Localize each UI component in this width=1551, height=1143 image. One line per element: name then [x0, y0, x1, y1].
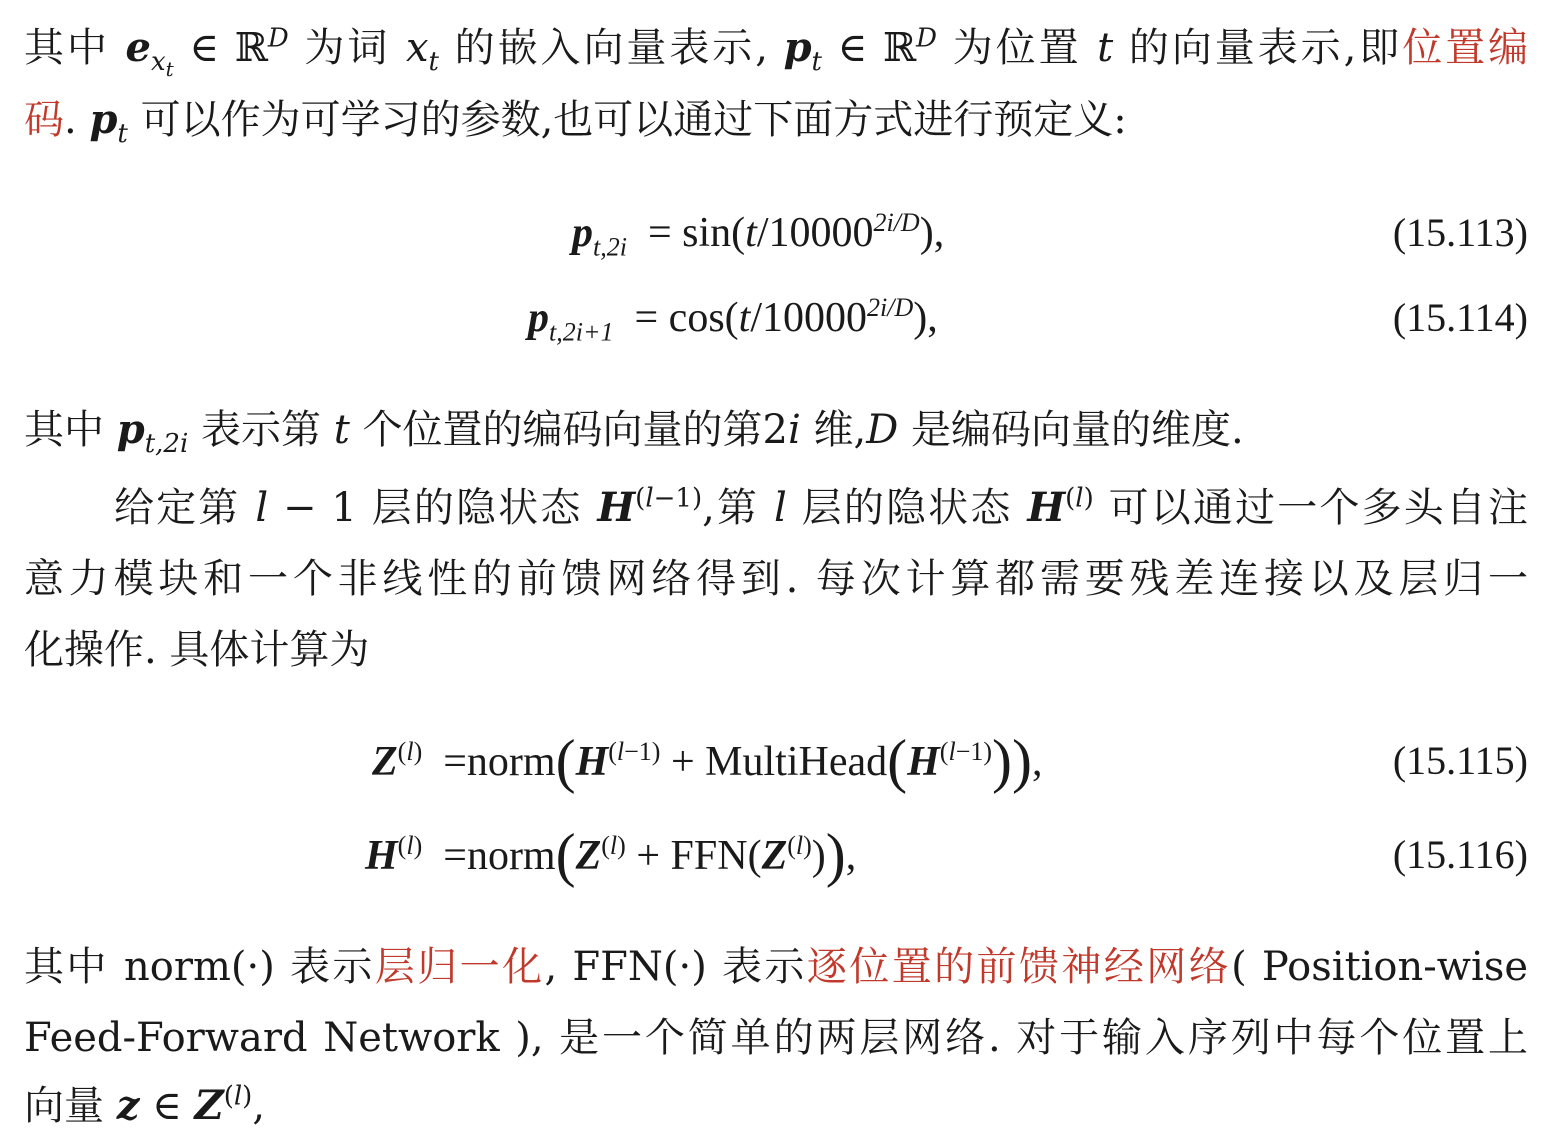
math-pt2i: $p_{t,2i}$ — [116, 406, 189, 459]
math-xt: $x_t$ — [405, 25, 439, 77]
text-segment: 其中 — [24, 25, 110, 71]
math-D: D — [866, 407, 899, 453]
math-pt: $p_t$ ∈ ℝ$^D$ — [783, 23, 938, 77]
text-segment: ,第 — [702, 485, 760, 531]
math-l: l — [774, 485, 787, 531]
math-H-l: $H^{(l)}$ — [1027, 483, 1094, 531]
multihead-function: MultiHead — [705, 739, 888, 785]
math-pt: $p_t$ — [89, 96, 128, 149]
text-segment: Feed-Forward Network ), 是一个简单的两层网络. 对于输入序列中每个位置上 — [24, 1015, 1528, 1061]
equation-number: (15.114) — [1392, 295, 1528, 340]
para2-line1 — [24, 402, 1528, 458]
equation-number: (15.115) — [1392, 738, 1528, 783]
text-segment: 可以作为可学习的参数,也可以通过下面方式进行预定义: — [140, 97, 1127, 143]
text-segment: 其中 norm(·) 表示 — [24, 944, 375, 990]
equation-15-114: $p_{t,2i+1} = \cos(t/10000^{2i/D})$, — [528, 293, 938, 347]
text-segment: 可以通过一个多头自注 — [1108, 485, 1529, 531]
text-segment: 给定第 — [114, 485, 241, 531]
term-position-wise-ffn: 逐位置的前馈神经网络 — [806, 944, 1232, 990]
math-l-minus-1: l − 1 — [255, 485, 357, 531]
text-segment: 维, — [813, 407, 867, 453]
text-segment: 意力模块和一个非线性的前馈网络得到. 每次计算都需要残差连接以及层归一 — [24, 556, 1528, 602]
text-segment: 的向量表示,即 — [1128, 25, 1403, 71]
text-segment: . — [64, 97, 77, 143]
text-segment: 的嵌入向量表示, — [454, 25, 768, 71]
norm-function: norm — [466, 833, 556, 879]
text-segment: 是编码向量的维度. — [910, 407, 1244, 453]
equation-15-115: $Z^{(l)}$ $=norm(H^{(l-1)}$ + $MultiHead(H^{(l-1)})$), — [372, 728, 1043, 794]
para4-line3 — [24, 1078, 1528, 1134]
term-positional-encoding: 位置编 — [1402, 25, 1529, 71]
math-e-xt: $e_{x_t}$ ∈ ℝ$^D$ — [125, 23, 289, 82]
math-2i: 2i — [762, 407, 801, 453]
text-segment: 为词 — [304, 25, 391, 71]
term-positional-encoding-cont: 码 — [24, 97, 64, 143]
text-segment: 层的隐状态 — [371, 485, 583, 531]
math-t: t — [333, 407, 350, 453]
text-segment: 其中 — [24, 407, 104, 453]
para4-line2 — [24, 1010, 1528, 1066]
para3-line1 — [114, 480, 1528, 536]
equation-number: (15.113) — [1392, 210, 1528, 255]
text-segment: 表示第 — [200, 407, 321, 453]
text-segment: , FFN(·) 表示 — [544, 944, 807, 990]
text-segment: ( Position-wise — [1231, 944, 1529, 990]
para1-line1 — [24, 20, 1529, 82]
para4-line1 — [24, 939, 1528, 995]
para1-line2 — [24, 92, 1528, 148]
math-H-l-1: $H^{(l-1)}$ — [597, 483, 703, 531]
para3-line3 — [24, 622, 1528, 678]
text-segment: 层的隐状态 — [801, 485, 1013, 531]
norm-function: norm — [466, 739, 556, 785]
para3-line2 — [24, 551, 1528, 607]
text-segment: 化操作. 具体计算为 — [24, 627, 370, 673]
text-segment: 个位置的编码向量的第 — [362, 407, 763, 453]
equation-15-116: $H^{(l)}$ $=norm(Z^{(l)} + FFN(Z^{(l)}))$, — [365, 822, 857, 888]
math-z-in-Z: z ∈ $Z^{(l)}$, — [116, 1081, 266, 1129]
math-t: t — [1097, 25, 1114, 71]
text-segment: 向量 — [24, 1083, 104, 1129]
text-segment: 为位置 — [952, 25, 1082, 71]
ffn-function: FFN — [670, 833, 748, 879]
equation-15-113: $p_{t,2i} = \sin(t/10000^{2i/D})$, — [572, 208, 945, 262]
equation-number: (15.116) — [1392, 832, 1528, 877]
term-layer-norm: 层归一化 — [374, 944, 545, 990]
